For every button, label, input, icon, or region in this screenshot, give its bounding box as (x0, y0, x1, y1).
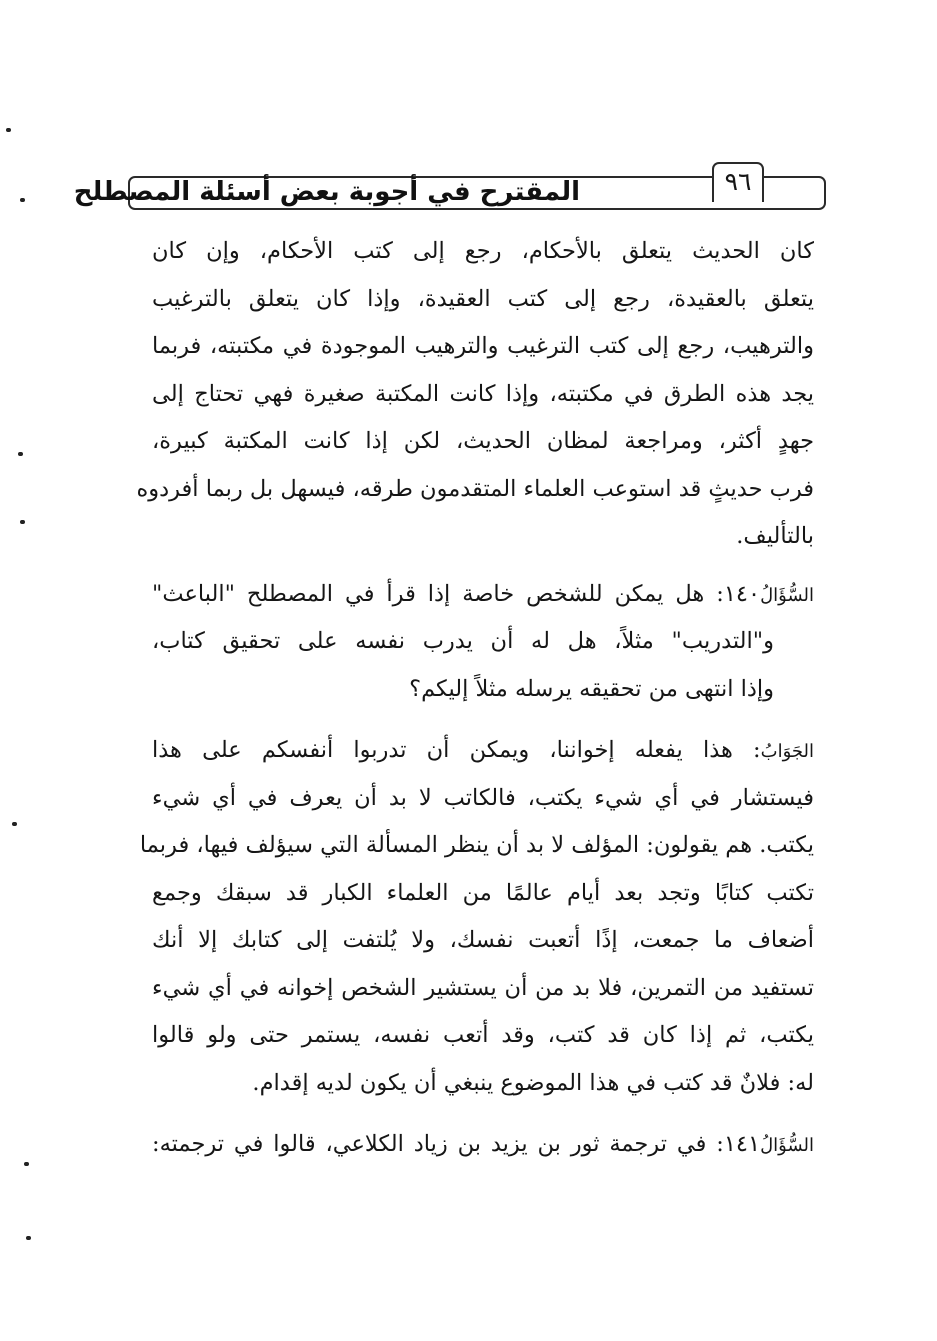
text-line: والترهيب، رجع إلى كتب الترغيب والترهيب الموجودة في مكتبته، فربما (152, 333, 814, 359)
text-line: يكتب، ثم إذا كان قد كتب، وقد أتعب نفسه، يستمر حتى ولو قالوا (152, 1022, 814, 1048)
scan-speck (18, 452, 23, 456)
scan-speck (26, 1236, 31, 1240)
paragraph-continuation (136, 228, 814, 561)
text-line: و"التدريب" مثلاً، هل له أن يدرب نفسه على تحقيق كتاب، (152, 628, 774, 654)
text-line: كان الحديث يتعلق بالأحكام، رجع إلى كتب الأحكام، وإن كان (152, 238, 814, 264)
question-text: ١٤١: في ترجمة ثور بن يزيد بن زياد الكلاعي، قالوا في ترجمته: (152, 1131, 761, 1157)
running-header-title: المقترح في أجوبة بعض أسئلة المصطلح (73, 177, 580, 207)
question-first-line (152, 1121, 814, 1169)
text-line: يكتب. هم يقولون: المؤلف لا بد أن ينظر المسألة التي سيؤلف فيها، فربما (139, 832, 814, 858)
text-line: فرب حديثٍ قد استوعب العلماء المتقدمون طرقه، فيسهل بل ربما أفردوه (136, 475, 814, 502)
scan-speck (12, 822, 17, 826)
page-body (136, 228, 814, 1169)
text-line: يتعلق بالعقيدة، رجع إلى كتب العقيدة، وإذا كان يتعلق بالترغيب (152, 285, 814, 312)
answer-text: : هذا يفعله إخواننا، ويمكن أن تدربوا أنفسكم على هذا (152, 737, 761, 763)
page-number: ٩٦ (724, 167, 752, 196)
text-line: بالتأليف. (736, 523, 814, 549)
question-141 (152, 1121, 814, 1169)
question-label: السُّؤَالُ (760, 1135, 814, 1156)
text-line: يجد هذه الطرق في مكتبته، وإذا كانت المكتبة صغيرة فهي تحتاج إلى (152, 380, 814, 407)
answer-first-line (152, 727, 814, 775)
question-140 (152, 571, 814, 714)
scan-speck (20, 520, 25, 524)
question-text: ١٤٠: هل يمكن للشخص خاصة إذا قرأ في المصطلح "الباعث" (152, 580, 761, 607)
text-line: وإذا انتهى من تحقيقه يرسله مثلاً إليكم؟ (409, 675, 774, 702)
text-line: تكتب كتابًا وتجد بعد أيام عالمًا من العلماء الكبار قد سبقك وجمع (152, 879, 814, 906)
text-line: له: فلانٌ قد كتب في هذا الموضوع ينبغي أن يكون لديه إقدام. (252, 1069, 814, 1096)
question-label: السُّؤَالُ (760, 584, 814, 606)
question-first-line (152, 571, 814, 619)
answer-140 (139, 727, 814, 1107)
scan-speck (24, 1162, 29, 1166)
text-line: تستفيد من التمرين، فلا بد من أن يستشير الشخص إخوانه في أي شيء (152, 974, 814, 1001)
text-line: أضعاف ما جمعت، إذًا أتعبت نفسك، ولا يُلتفت إلى كتابك إلا أنك (152, 927, 814, 953)
answer-label: الجَوَابُ (760, 741, 814, 762)
text-line: جهدٍ أكثر، ومراجعة لمظان الحديث، لكن إذا كانت المكتبة كبيرة، (152, 428, 814, 454)
scan-speck (20, 198, 25, 202)
scan-speck (6, 128, 11, 132)
text-line: فيستشار في أي شيء يكتب، فالكاتب لا بد أن يعرف في أي شيء (152, 784, 814, 811)
